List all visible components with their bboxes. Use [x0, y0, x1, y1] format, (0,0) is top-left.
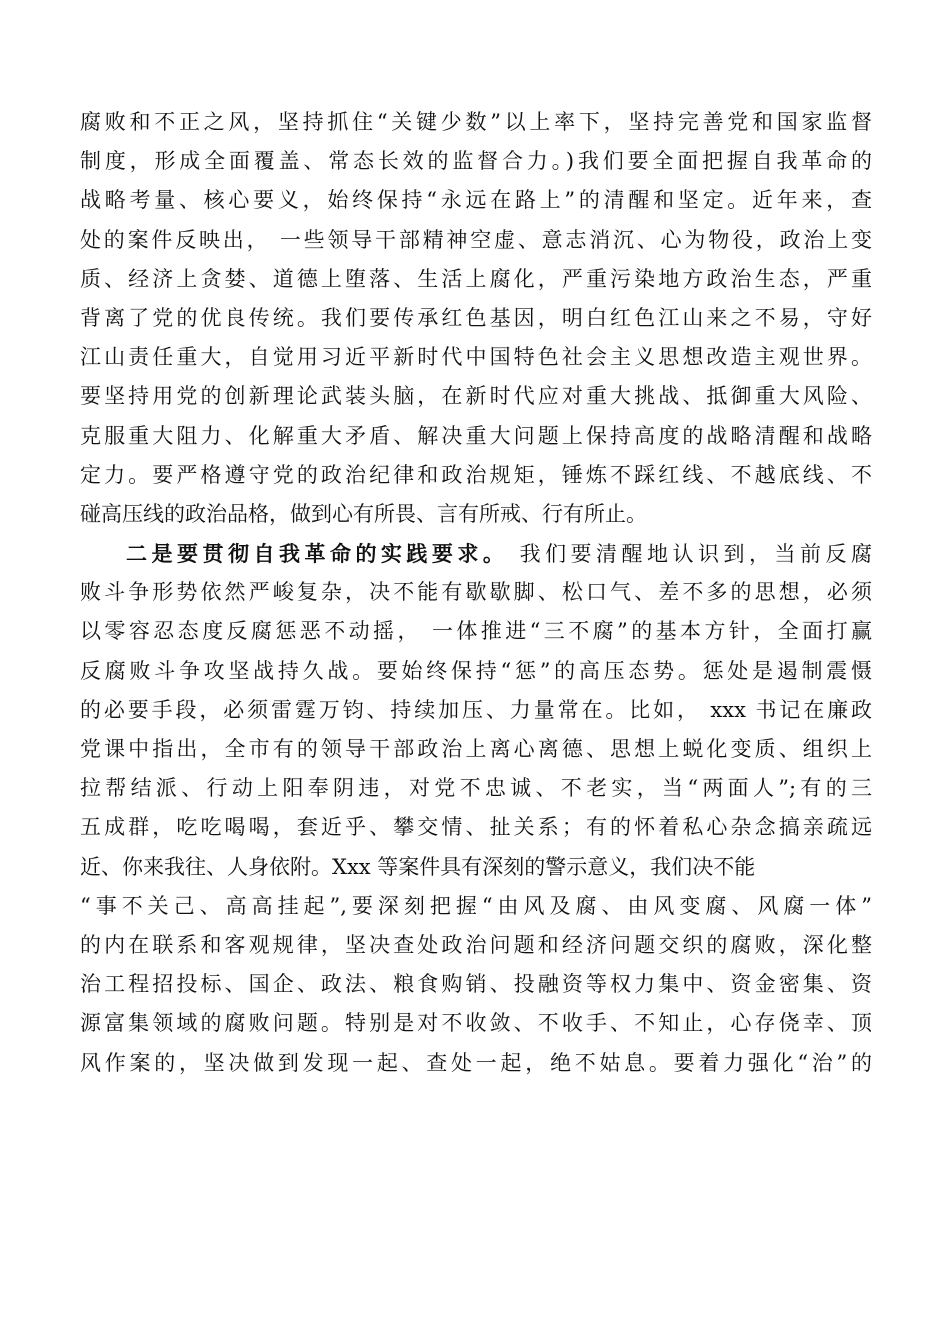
line-text: 要坚持用党的创新理论武装头脑，在新时代应对重大挑战、抵御重大风险、	[80, 384, 872, 409]
text-line	[80, 730, 872, 769]
text-line	[80, 926, 872, 965]
text-line	[80, 534, 872, 573]
line-text: 处的案件反映出， 一些领导干部精神空虚、意志消沉、心为物役，政治上变	[80, 227, 872, 252]
line-text: 碰高压线的政治品格，做到心有所畏、言有所戒、行有所止。	[80, 501, 647, 526]
line-text: 反腐败斗争攻坚战持久战。要始终保持“惩”的高压态势。惩处是遏制震慑	[80, 658, 872, 683]
line-text: “事不关己、高高挂起”,要深刻把握“由风及腐、由风变腐、风腐一体”	[80, 893, 872, 918]
line-text: 党课中指出，全市有的领导干部政治上离心离德、思想上蜕化变质、组织上	[80, 737, 872, 761]
line-text: 背离了党的优良传统。我们要传承红色基因，明白红色江山来之不易，守好	[80, 305, 872, 330]
text-line	[80, 260, 872, 299]
text-line	[80, 1044, 872, 1083]
text-line	[80, 417, 872, 456]
line-text: 以零容忍态度反腐惩恶不动摇， 一体推进“三不腐”的基本方针，全面打赢	[80, 619, 872, 644]
line-text: 的内在联系和客观规律，坚决查处政治问题和经济问题交织的腐败，深化整	[80, 932, 872, 957]
line-text: 源富集领域的腐败问题。特别是对不收敛、不收手、不知止，心存侥幸、顶	[80, 1011, 872, 1036]
text-line	[80, 769, 872, 808]
line-text: 制度，形成全面覆盖、常态长效的监督合力。)我们要全面把握自我革命的	[80, 149, 872, 174]
line-text: 江山责任重大，自觉用习近平新时代中国特色社会主义思想改造主观世界。	[80, 345, 872, 370]
document-body	[80, 103, 872, 1083]
line-text: 我们要清醒地认识到，当前反腐	[508, 542, 872, 567]
text-line	[80, 103, 872, 142]
line-text: 拉帮结派、行动上阳奉阴违，对党不忠诚、不老实，当“两面人”;有的三	[80, 776, 872, 801]
text-line	[80, 887, 872, 926]
text-line	[80, 808, 872, 847]
text-line	[80, 691, 872, 730]
text-line	[80, 1004, 872, 1043]
text-line	[80, 848, 872, 887]
text-line	[80, 338, 872, 377]
text-line	[80, 181, 872, 220]
line-text: 腐败和不正之风，坚持抓住“关键少数”以上率下，坚持完善党和国家监督	[80, 110, 872, 134]
text-line	[80, 142, 872, 181]
text-line	[80, 377, 872, 416]
text-line	[80, 221, 872, 260]
line-text: 克服重大阻力、化解重大矛盾、解决重大问题上保持高度的战略清醒和战略	[80, 423, 872, 448]
line-text: 定力。要严格遵守党的政治纪律和政治规矩，锤炼不踩红线、不越底线、不	[80, 462, 872, 487]
line-text: 的必要手段，必须雷霆万钧、持续加压、力量常在。比如， xxx 书记在廉政	[80, 697, 872, 722]
line-text: 质、经济上贪婪、道德上堕落、生活上腐化，严重污染地方政治生态，严重	[80, 266, 872, 291]
line-text: 战略考量、核心要义，始终保持“永远在路上”的清醒和坚定。近年来，查	[80, 188, 872, 213]
line-text: 风作案的，坚决做到发现一起、查处一起，绝不姑息。要着力强化“治”的	[80, 1050, 872, 1075]
line-text: 五成群，吃吃喝喝，套近乎、攀交情、扯关系；有的怀着私心杂念搞亲疏远	[80, 815, 872, 840]
text-line	[80, 495, 872, 534]
text-line	[80, 612, 872, 651]
text-line	[80, 573, 872, 612]
text-line	[80, 652, 872, 691]
line-text: 败斗争形势依然严峻复杂，决不能有歇歇脚、松口气、差不多的思想，必须	[80, 580, 872, 605]
text-line	[80, 299, 872, 338]
line-text: 近、你来我往、人身依附。Xxx 等案件具有深刻的警示意义，我们决不能	[80, 854, 756, 879]
section-heading: 二是要贯彻自我革命的实践要求。	[126, 541, 509, 567]
text-line	[80, 965, 872, 1004]
text-line	[80, 456, 872, 495]
line-text: 治工程招投标、国企、政法、粮食购销、投融资等权力集中、资金密集、资	[80, 972, 872, 997]
